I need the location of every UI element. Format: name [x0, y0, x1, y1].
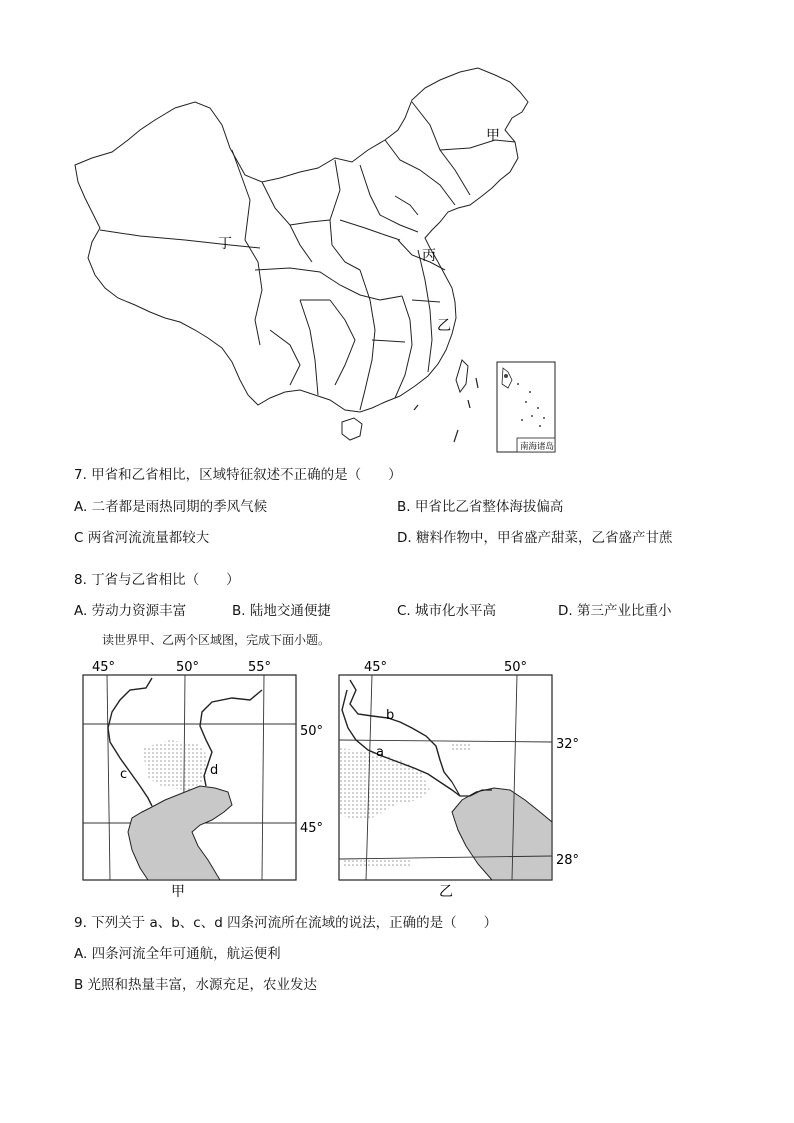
province-label-yi: 乙 — [437, 318, 451, 334]
q8-stem: 8. 丁省与乙省相比（ ） — [74, 572, 240, 588]
taiwan-outline — [456, 360, 468, 392]
q8-option-a[interactable]: A. 劳动力资源丰富 — [74, 603, 187, 619]
china-map — [60, 60, 570, 455]
yi-lon-50: 50° — [504, 660, 528, 675]
q7-option-c[interactable]: C 两省河流流量都较大 — [74, 530, 210, 546]
province-label-jia: 甲 — [486, 128, 500, 144]
river-b-label: b — [386, 708, 395, 723]
q8-option-b[interactable]: B. 陆地交通便捷 — [232, 603, 331, 619]
yi-lon-45: 45° — [364, 660, 388, 675]
river-a-label: a — [376, 745, 384, 760]
province-label-bing: 丙 — [422, 248, 436, 264]
map-intro: 读世界甲、乙两个区域图，完成下面小题。 — [102, 633, 331, 647]
q9-stem: 9. 下列关于 a、b、c、d 四条河流所在流域的说法，正确的是（ ） — [74, 915, 498, 931]
map-jia — [70, 655, 340, 900]
jia-lon-55: 55° — [248, 660, 272, 675]
map-yi-caption: 乙 — [439, 884, 453, 900]
province-label-ding: 丁 — [218, 236, 232, 252]
q8-option-c[interactable]: C. 城市化水平高 — [397, 603, 497, 619]
q9-option-a[interactable]: A. 四条河流全年可通航，航运便利 — [74, 946, 281, 962]
q7-stem: 7. 甲省和乙省相比，区域特征叙述不正确的是（ ） — [74, 467, 402, 483]
jia-lon-45: 45° — [92, 660, 116, 675]
jia-lat-45: 45° — [300, 821, 324, 836]
map-yi — [330, 655, 590, 900]
hainan-outline — [342, 418, 362, 440]
q7-option-a[interactable]: A. 二者都是雨热同期的季风气候 — [74, 499, 268, 515]
china-outline — [75, 68, 528, 412]
jia-lat-50: 50° — [300, 724, 324, 739]
q8-option-d[interactable]: D. 第三产业比重小 — [558, 603, 672, 619]
q7-option-b[interactable]: B. 甲省比乙省整体海拔偏高 — [397, 499, 564, 515]
river-c-label: c — [120, 767, 128, 782]
river-d-label: d — [210, 763, 219, 778]
inset-label: 南海诸岛 — [520, 442, 555, 452]
jia-lon-50: 50° — [176, 660, 200, 675]
map-jia-caption: 甲 — [171, 884, 185, 900]
q7-option-d[interactable]: D. 糖料作物中，甲省盛产甜菜，乙省盛产甘蔗 — [397, 530, 673, 546]
q9-option-b[interactable]: B 光照和热量丰富，水源充足，农业发达 — [74, 977, 318, 993]
yi-lat-32: 32° — [556, 737, 580, 752]
yi-lat-28: 28° — [556, 853, 580, 868]
